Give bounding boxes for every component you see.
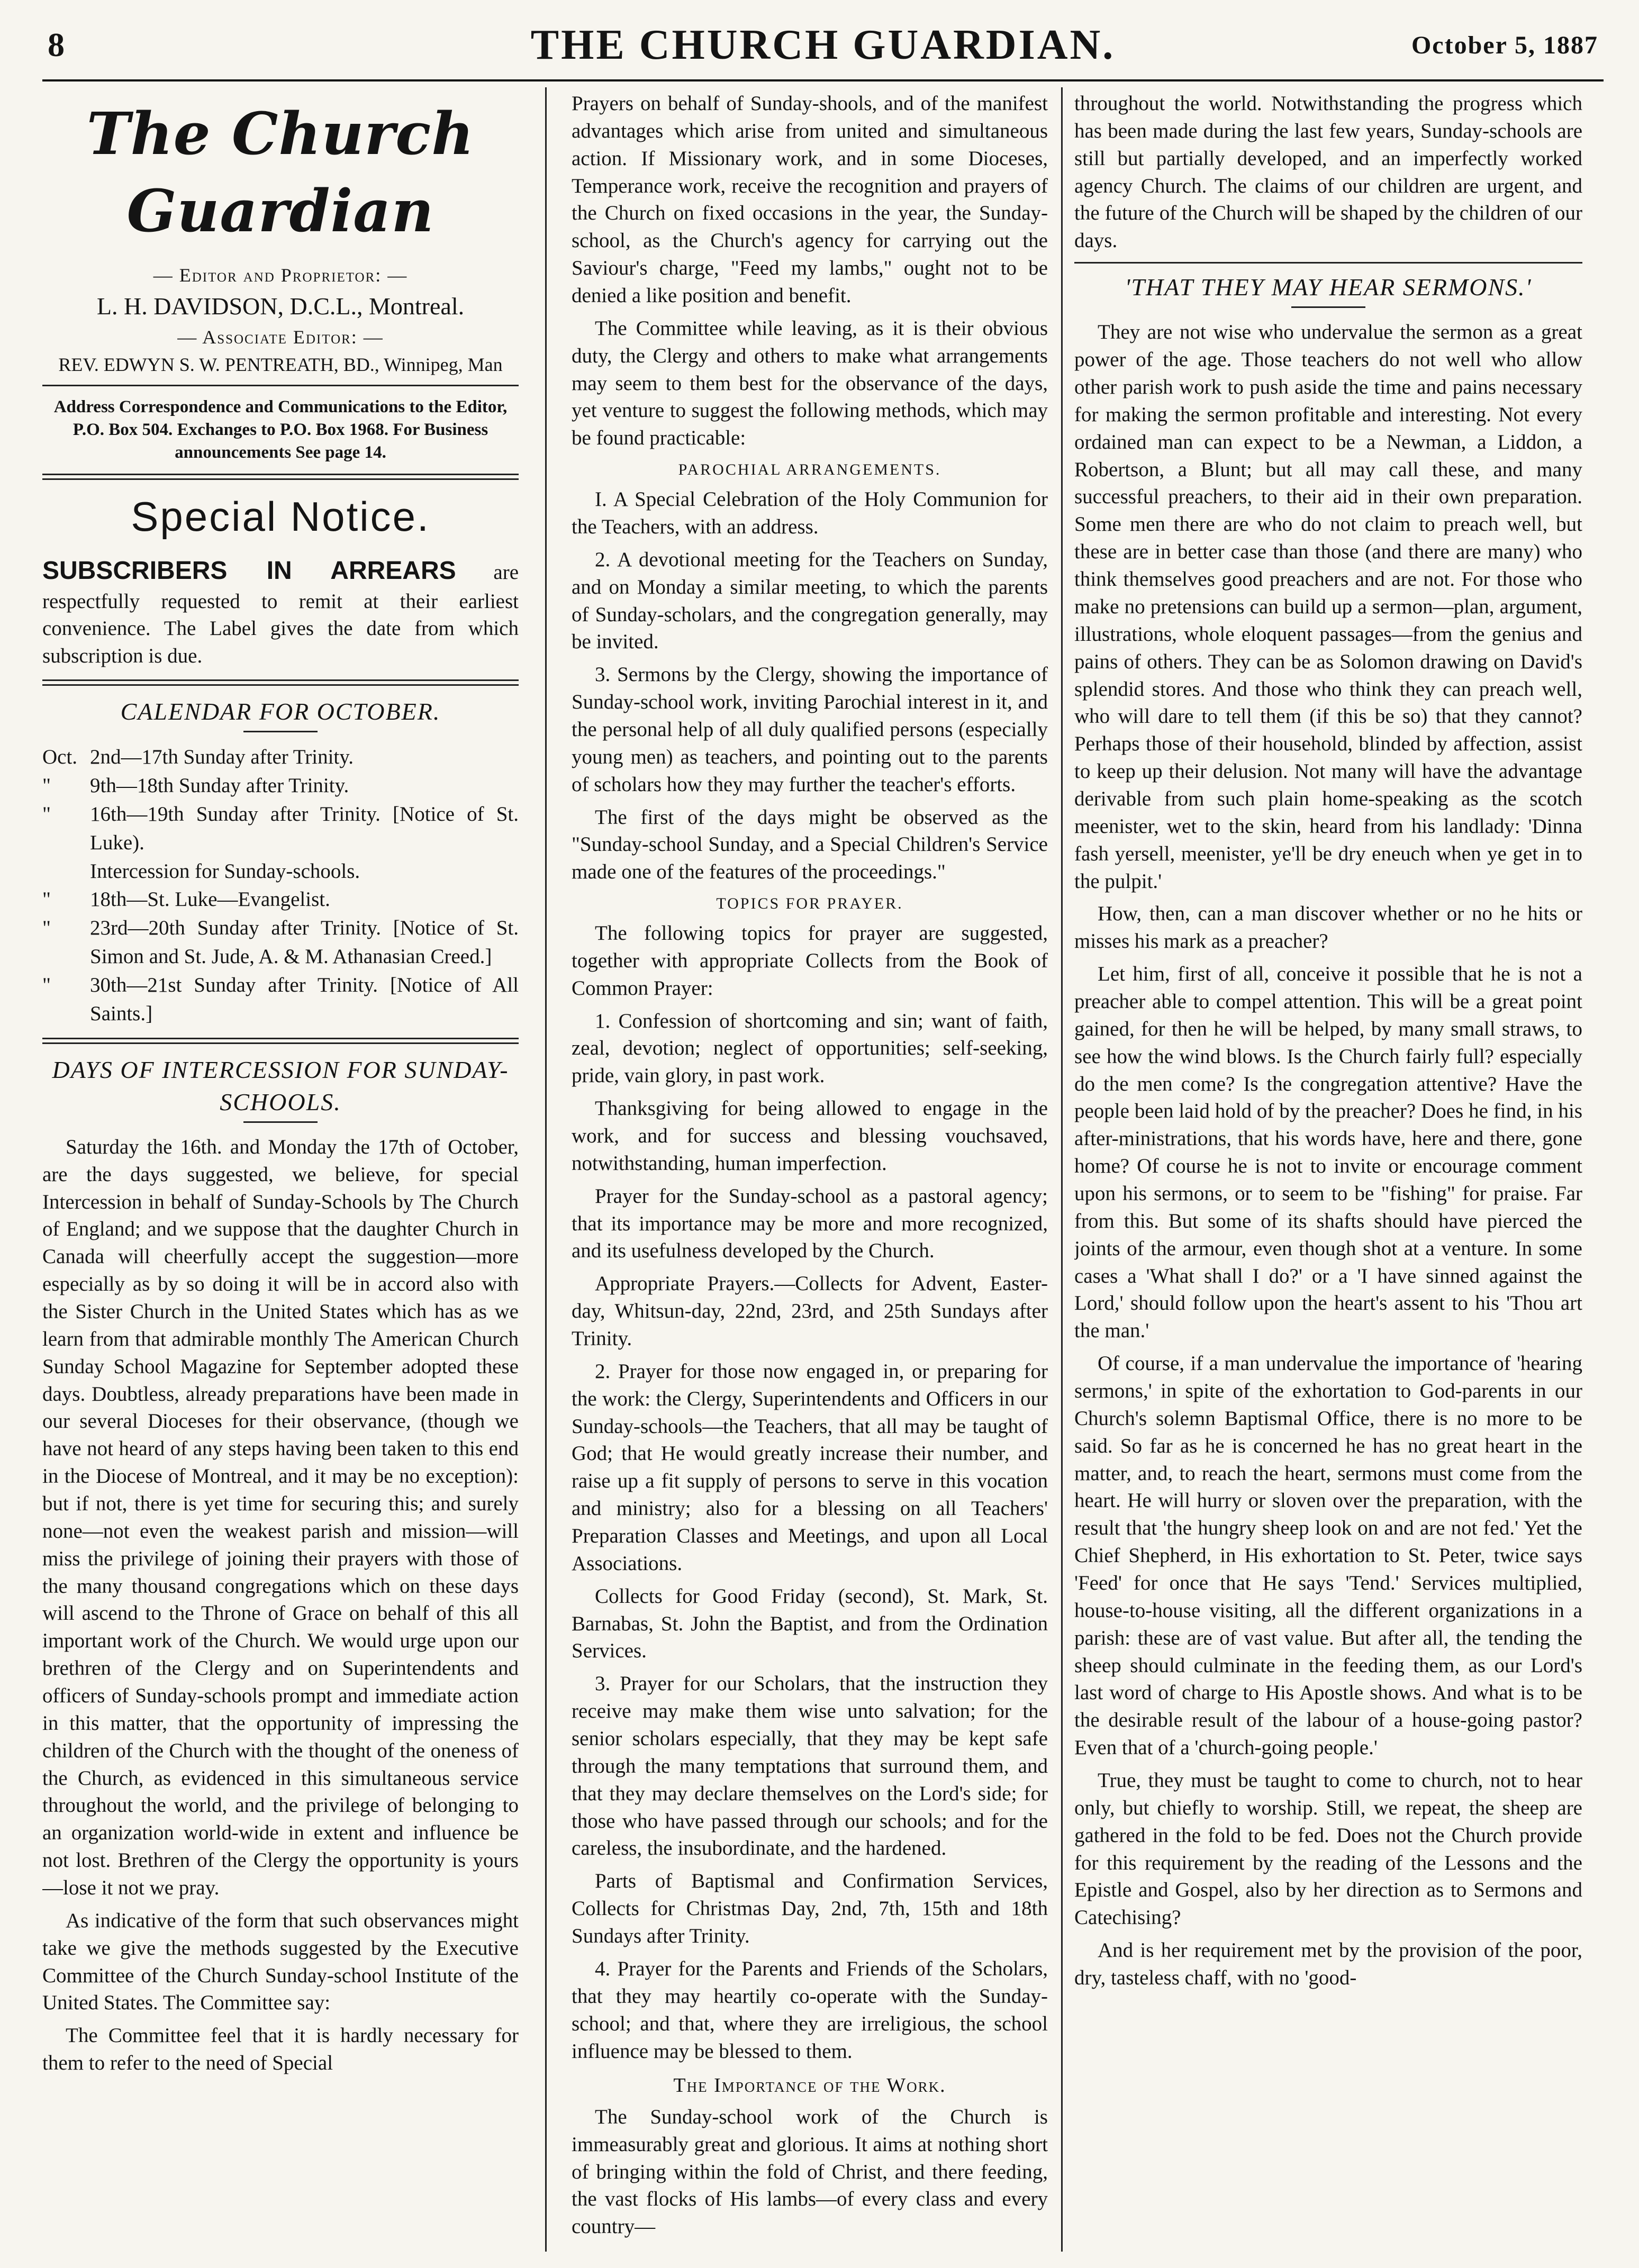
article-paragraph: They are not wise who undervalue the sermon as a great power of the age. Those teachers do not well who allow other parish work to push aside the time and pains necessary for making the sermon profitable and interesting. Not every ordained man can expect to be a Newman, a Liddon, a Robertson, a Blunt; but all may call these, and many successful preachers, to their aid in their own preparation. Some men there are who do not claim to preach well, but these are in better case than those (and there are many) who think themselves good preachers and are not. For those who make no pretensions can build up a sermon—plan, argument, illustrations, whole eloquent passages—from the genius and pains of others. They can be as Solomon drawing on David's splendid stores. And those who think they can preach well, who will dare to tell them (if this be so) that they cannot? Perhaps those of their household, blinded by affection, assist to keep up their delusion. Not many will have the advantage derivable from such plain home-speaking as the scotch meenister, wet to the skin, heard from his landlady: 'Dinna fash yersell, meenister, ye'll be dry eneuch when ye get in to the pulpit.'	[1074, 321, 1582, 893]
article-paragraph: As indicative of the form that such observances might take we give the methods suggested by the Executive Committee of the Church Sunday-school Institute of the United States. The Committee say:	[42, 1909, 519, 2015]
divider	[42, 474, 519, 480]
calendar-entry	[42, 800, 519, 857]
article-paragraph: 2. Prayer for those now engaged in, or preparing for the work: the Clergy, Superintendents and Officers in our Sunday-schools—the Teachers, that all may be taught of God; that He would greatly increase their number, and raise up a fit supply of persons to serve in this vocation and ministry; also for a blessing on all Teachers' Preparation Classes and Meetings, and upon all Local Associations.	[572, 1359, 1048, 1575]
article-paragraph: Parts of Baptismal and Confirmation Services, Collects for Christmas Day, 2nd, 7th, 15th and 18th Sundays after Trinity.	[572, 1870, 1048, 1948]
article-paragraph: Prayers on behalf of Sunday-shools, and of the manifest advantages which arise from united and simultaneous action. If Missionary work, and in some Dioceses, Temperance work, receive the recognition and prayers of the Church on fixed occasions in the year, the Sunday-school, as the Church's agency for carrying out the Saviour's charge, "Feed my lambs," ought not to be denied a like position and benefit.	[572, 92, 1048, 307]
calendar-entry	[42, 743, 519, 772]
calendar-text: Intercession for Sunday-schools.	[90, 859, 360, 883]
column-2	[572, 90, 1048, 2249]
calendar-month: "	[42, 973, 51, 996]
calendar-entry	[42, 857, 519, 886]
divider	[42, 385, 519, 386]
calendar-text: 30th—21st Sunday after Trinity. [Notice of All Saints.]	[90, 973, 519, 1025]
article-paragraph: The Committee while leaving, as it is their obvious duty, the Clergy and others to make what arrangements may seem to them best for the observance of the days, yet venture to suggest the following methods, which may be found practicable:	[572, 316, 1048, 450]
divider	[42, 1038, 519, 1044]
short-rule	[243, 1121, 318, 1123]
article-paragraph: The first of the days might be observed as the "Sunday-school Sunday, and a Special Children's Service made one of the features of the proceedings."	[572, 805, 1048, 884]
calendar-entry	[42, 885, 519, 914]
associate-label: — Associate Editor: —	[177, 326, 384, 348]
special-notice-heading: Special Notice.	[131, 493, 430, 540]
calendar-entry	[42, 772, 519, 800]
article-title: DAYS OF INTERCESSION FOR SUNDAY-SCHOOLS.	[52, 1056, 509, 1115]
article-paragraph: 4. Prayer for the Parents and Friends of the Scholars, that they may heartily co-operate with the Sunday-school; and that, where they are irreligious, the school influence may be blessed to them.	[572, 1957, 1048, 2063]
special-notice-text	[42, 554, 519, 670]
article-paragraph: 3. Sermons by the Clergy, showing the importance of Sunday-school work, inviting Parochial interest in it, and the personal help of all duly qualified persons (especially young men) as teachers, and pointing out to the parents of scholars how they may further the teacher's efforts.	[572, 663, 1048, 796]
topics-heading: TOPICS FOR PRAYER.	[716, 895, 903, 913]
article-paragraph: True, they must be taught to come to church, not to hear only, but chiefly to worship. Still, we repeat, the sheep are gathered in the fold to be fed. Does not the Church provide for this requirement by the reading of the Lessons and the Epistle and Gospel, also by her direction as to Sermons and Catechising?	[1074, 1769, 1582, 1929]
editor-name: L. H. DAVIDSON, D.C.L., Montreal.	[96, 293, 465, 320]
page-header	[42, 16, 1604, 81]
article-paragraph: Saturday the 16th. and Monday the 17th of October, are the days suggested, we believe, for special Intercession in behalf of Sunday-Schools by The Church of England; and we suppose that the daughter Church in Canada will cheerfully accept the suggestion—more especially as by so doing it will be in accord also with the Sister Church in the United States which has as we learn from that admirable monthly The American Church Sunday School Magazine for September adopted these days. Doubtless, already preparations have been made in our several Dioceses for their observance, (though we have not heard of any steps having been taken to this end in the Diocese of Montreal, and it may be no exception): but if not, there is yet time for securing this; and surely none—not even the weakest parish and mission—will miss the privilege of joining their prayers with those of the many thousand congregations which on these days will ascend to the Throne of Grace on behalf of this all important work of the Church. We would urge upon our brethren of the Clergy and on Superintendents and officers of Sunday-schools prompt and immediate action in this matter, that the opportunity of impressing the children of the Church with the thought of the oneness of the Church, as evidenced in this simultaneous service throughout the world, and the privilege of belonging to an organization world-wide in extent and influence be not lost. Brethren of the Clergy the opportunity is yours—lose it not we pray.	[42, 1135, 519, 1900]
calendar-month: "	[42, 888, 51, 911]
sermons-title: 'THAT THEY MAY HEAR SERMONS.'	[1125, 274, 1532, 301]
calendar-text: 23rd—20th Sunday after Trinity. [Notice of St. Simon and St. Jude, A. & M. Athanasian Creed.]	[90, 917, 519, 968]
arrears-lead: SUBSCRIBERS IN ARREARS	[42, 556, 456, 585]
arrears-body: are respectfully requested to remit at their earliest convenience. The Label gives the date from which subscription is due.	[42, 560, 519, 668]
calendar-month	[42, 857, 90, 886]
short-rule	[1291, 306, 1365, 308]
calendar-month: "	[42, 774, 51, 797]
importance-heading: The Importance of the Work.	[673, 2074, 946, 2097]
calendar-text: 2nd—17th Sunday after Trinity.	[90, 746, 354, 769]
calendar-text: 16th—19th Sunday after Trinity. [Notice of St. Luke).	[90, 803, 519, 854]
short-rule	[243, 731, 318, 732]
calendar-month: Oct.	[42, 746, 78, 769]
article-paragraph: The Committee feel that it is hardly necessary for them to refer to the need of Special	[42, 2024, 519, 2075]
calendar-entry	[42, 971, 519, 1028]
article-paragraph: 2. A devotional meeting for the Teachers on Sunday, and on Monday a similar meeting, to which the parents of Sunday-scholars, and the congregation generally, may be invited.	[572, 548, 1048, 654]
article-paragraph: Prayer for the Sunday-school as a pastoral agency; that its importance may be more and more recognized, and its usefulness developed by the Church.	[572, 1184, 1048, 1263]
editor-label: — Editor and Proprietor: —	[153, 264, 408, 286]
article-paragraph: 1. Confession of shortcoming and sin; want of faith, zeal, devotion; neglect of opportunities; self-seeking, pride, vain glory, in past work.	[572, 1009, 1048, 1087]
address-notice: Address Correspondence and Communications to the Editor, P.O. Box 504. Exchanges to P.O. Box 1968. For Business announcements See page 14.	[53, 397, 508, 462]
column-rule-1	[545, 87, 547, 2252]
calendar-text: 18th—St. Luke—Evangelist.	[90, 888, 330, 911]
article-paragraph: How, then, can a man discover whether or no he hits or misses his mark as a preacher?	[1074, 902, 1582, 953]
column-3	[1074, 90, 1582, 2249]
calendar-month: "	[42, 917, 51, 940]
associate-name: REV. EDWYN S. W. PENTREATH, BD., Winnipeg, Man	[58, 353, 503, 375]
divider	[42, 679, 519, 686]
parochial-heading: PAROCHIAL ARRANGEMENTS.	[678, 461, 941, 479]
article-paragraph: The Sunday-school work of the Church is immeasurably great and glorious. It aims at nothing short of bringing within the fold of Christ, and there feeding, the vast flocks of His lambs—of every class and every country—	[572, 2105, 1048, 2238]
column-1	[42, 90, 519, 2249]
calendar-month: "	[42, 803, 51, 825]
calendar-title: CALENDAR FOR OCTOBER.	[120, 698, 441, 725]
article-paragraph: Of course, if a man undervalue the importance of 'hearing sermons,' in spite of the exhortation to God-parents in our Church's solemn Baptismal Office, there is no more to be said. So far as he is concerned he has no great heart in the matter, and, to reach the heart, sermons must come from the heart. He will hurry or sloven over the preparation, with the result that 'the hungry sheep look on and are not fed.' Yet the Chief Shepherd, in His exhortation to St. Peter, twice says 'Feed' for once that He says 'Tend.' Services multiplied, house-to-house visiting, all the different organizations in a parish: these are of vast value. But after all, the tending the sheep should culminate in the feeding them, as our Lord's last word of charge to His Apostle shows. And what is to be the desirable result of the labour of a house-going pastor? Even that of a 'church-going people.'	[1074, 1352, 1582, 1759]
running-title: THE CHURCH GUARDIAN.	[530, 22, 1116, 68]
article-paragraph: Let him, first of all, conceive it possible that he is not a preacher able to compel attention. This will be a great point gained, for then he will be helped, by many small straws, to see how the wind blows. Is the Church fairly full? especially do the men come? Is the congregation attentive? Have the people been laid hold of by the preacher? Does he find, in his after-ministrations, that his words have, here and there, gone home? Of course he is not to invite or encourage comment upon his sermons, or to seem to be "fishing" for praise. Far from this. But some of its shafts should have pierced the joints of the armour, even though shot at a venture. In some cases a 'What shall I do?' or a 'I have sinned against the Lord,' should follow upon the heart's assent to his 'Thou art the man.'	[1074, 963, 1582, 1342]
article-paragraph: The following topics for prayer are suggested, together with appropriate Collects from the Book of Common Prayer:	[572, 921, 1048, 1000]
article-paragraph: throughout the world. Notwithstanding the progress which has been made during the last few years, Sunday-schools are still but partially developed, and an imperfectly worked agency Church. The claims of our children are urgent, and the future of the Church will be shaped by the children of our days.	[1074, 92, 1582, 252]
article-paragraph: Collects for Good Friday (second), St. Mark, St. Barnabas, St. John the Baptist, and from the Ordination Services.	[572, 1584, 1048, 1663]
column-rule-2	[1061, 87, 1063, 2252]
calendar-text: 9th—18th Sunday after Trinity.	[90, 774, 349, 797]
masthead-title: The Church Guardian	[86, 99, 475, 246]
article-paragraph: Appropriate Prayers.—Collects for Advent, Easter-day, Whitsun-day, 22nd, 23rd, and 25th Sundays after Trinity.	[572, 1272, 1048, 1350]
page-number: 8	[48, 26, 65, 63]
article-paragraph: Thanksgiving for being allowed to engage in the work, and for success and blessing vouchsaved, notwithstanding, human imperfection.	[572, 1097, 1048, 1175]
article-paragraph: 3. Prayer for our Scholars, that the instruction they receive may make them wise unto salvation; for the senior scholars especially, that they may be kept safe through the many temptations that surround them, and that they may declare themselves on the Lord's side; for those who have passed through our schools; and for the careless, the insubordinate, and the hardened.	[572, 1672, 1048, 1860]
article-paragraph: I. A Special Celebration of the Holy Communion for the Teachers, with an address.	[572, 488, 1048, 538]
article-paragraph: And is her requirement met by the provision of the poor, dry, tasteless chaff, with no 'good-	[1074, 1939, 1582, 1990]
calendar-list	[42, 743, 519, 1028]
calendar-entry	[42, 914, 519, 971]
issue-date: October 5, 1887	[1411, 31, 1598, 59]
divider	[1074, 262, 1582, 264]
